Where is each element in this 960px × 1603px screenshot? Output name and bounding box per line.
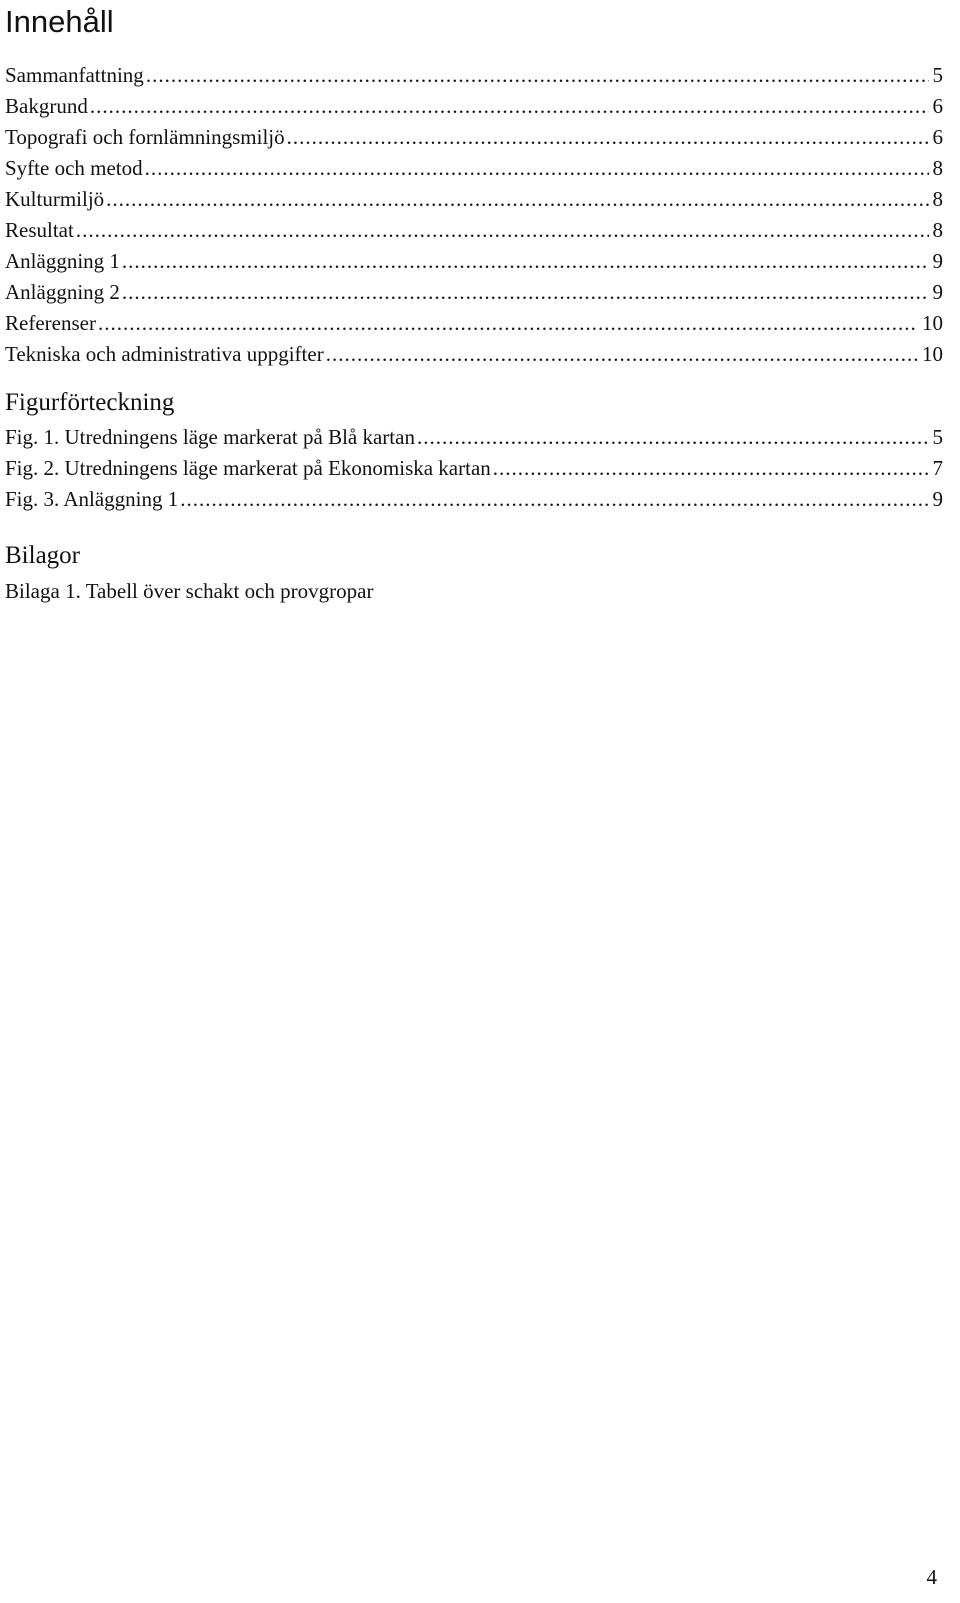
toc-entry-label: Bakgrund [5, 94, 88, 118]
figure-entry-label: Fig. 1. Utredningens läge markerat på Blå kartan [5, 425, 415, 449]
dot-leader [287, 122, 929, 153]
toc-entry-anlaggning-2[interactable] [5, 277, 943, 308]
page-title: Innehåll [5, 4, 114, 39]
dot-leader [122, 246, 929, 277]
toc-entry-topografi[interactable] [5, 122, 943, 153]
page-number: 4 [926, 1565, 937, 1589]
appendices-heading: Bilagor [5, 542, 80, 569]
toc-entry-page: 5 [932, 63, 943, 87]
toc-entry-label: Kulturmiljö [5, 187, 105, 211]
figure-entry-3[interactable] [5, 484, 943, 515]
dot-leader [145, 153, 929, 184]
appendix-entry-1[interactable]: Bilaga 1. Tabell över schakt och provgropar [5, 579, 374, 603]
toc-entry-syfte-och-metod[interactable] [5, 153, 943, 184]
toc-entry-page: 8 [932, 218, 943, 242]
toc-entry-label: Tekniska och administrativa uppgifter [5, 342, 324, 366]
toc-entry-label: Resultat [5, 218, 74, 242]
dot-leader [76, 215, 929, 246]
figure-entry-page: 5 [932, 425, 943, 449]
dot-leader [122, 277, 929, 308]
toc-entry-page: 8 [932, 156, 943, 180]
toc-entry-page: 6 [932, 125, 943, 149]
toc-entry-page: 8 [932, 187, 943, 211]
figure-entry-1[interactable] [5, 422, 943, 453]
dot-leader [417, 422, 929, 453]
figure-entry-page: 7 [932, 456, 943, 480]
dot-leader [98, 308, 918, 339]
toc-entry-label: Sammanfattning [5, 63, 144, 87]
figure-entry-page: 9 [932, 487, 943, 511]
figure-list-heading: Figurförteckning [5, 389, 175, 416]
toc-entry-label: Syfte och metod [5, 156, 143, 180]
dot-leader [493, 453, 929, 484]
toc-entry-anlaggning-1[interactable] [5, 246, 943, 277]
dot-leader [146, 60, 929, 91]
toc-entry-tekniska-uppgifter[interactable] [5, 339, 943, 370]
dot-leader [106, 184, 928, 215]
figure-entry-label: Fig. 3. Anläggning 1 [5, 487, 179, 511]
toc-entry-resultat[interactable] [5, 215, 943, 246]
toc-entry-label: Anläggning 1 [5, 249, 120, 273]
toc-entry-label: Referenser [5, 311, 96, 335]
figure-entry-2[interactable] [5, 453, 943, 484]
toc-entry-page: 6 [932, 94, 943, 118]
dot-leader [326, 339, 918, 370]
toc-entry-page: 9 [932, 280, 943, 304]
toc-entry-kulturmiljo[interactable] [5, 184, 943, 215]
toc-entry-label: Anläggning 2 [5, 280, 120, 304]
toc-entry-page: 9 [932, 249, 943, 273]
toc-entry-referenser[interactable] [5, 308, 943, 339]
toc-entry-bakgrund[interactable] [5, 91, 943, 122]
figure-entry-label: Fig. 2. Utredningens läge markerat på Ekonomiska kartan [5, 456, 491, 480]
toc-entry-page: 10 [922, 342, 943, 366]
toc-entry-label: Topografi och fornlämningsmiljö [5, 125, 285, 149]
toc-entry-page: 10 [922, 311, 943, 335]
document-page [5, 0, 943, 607]
dot-leader [180, 484, 928, 515]
toc-entry-sammanfattning[interactable] [5, 60, 943, 91]
table-of-contents [5, 60, 943, 370]
dot-leader [90, 91, 929, 122]
figure-list [5, 422, 943, 515]
